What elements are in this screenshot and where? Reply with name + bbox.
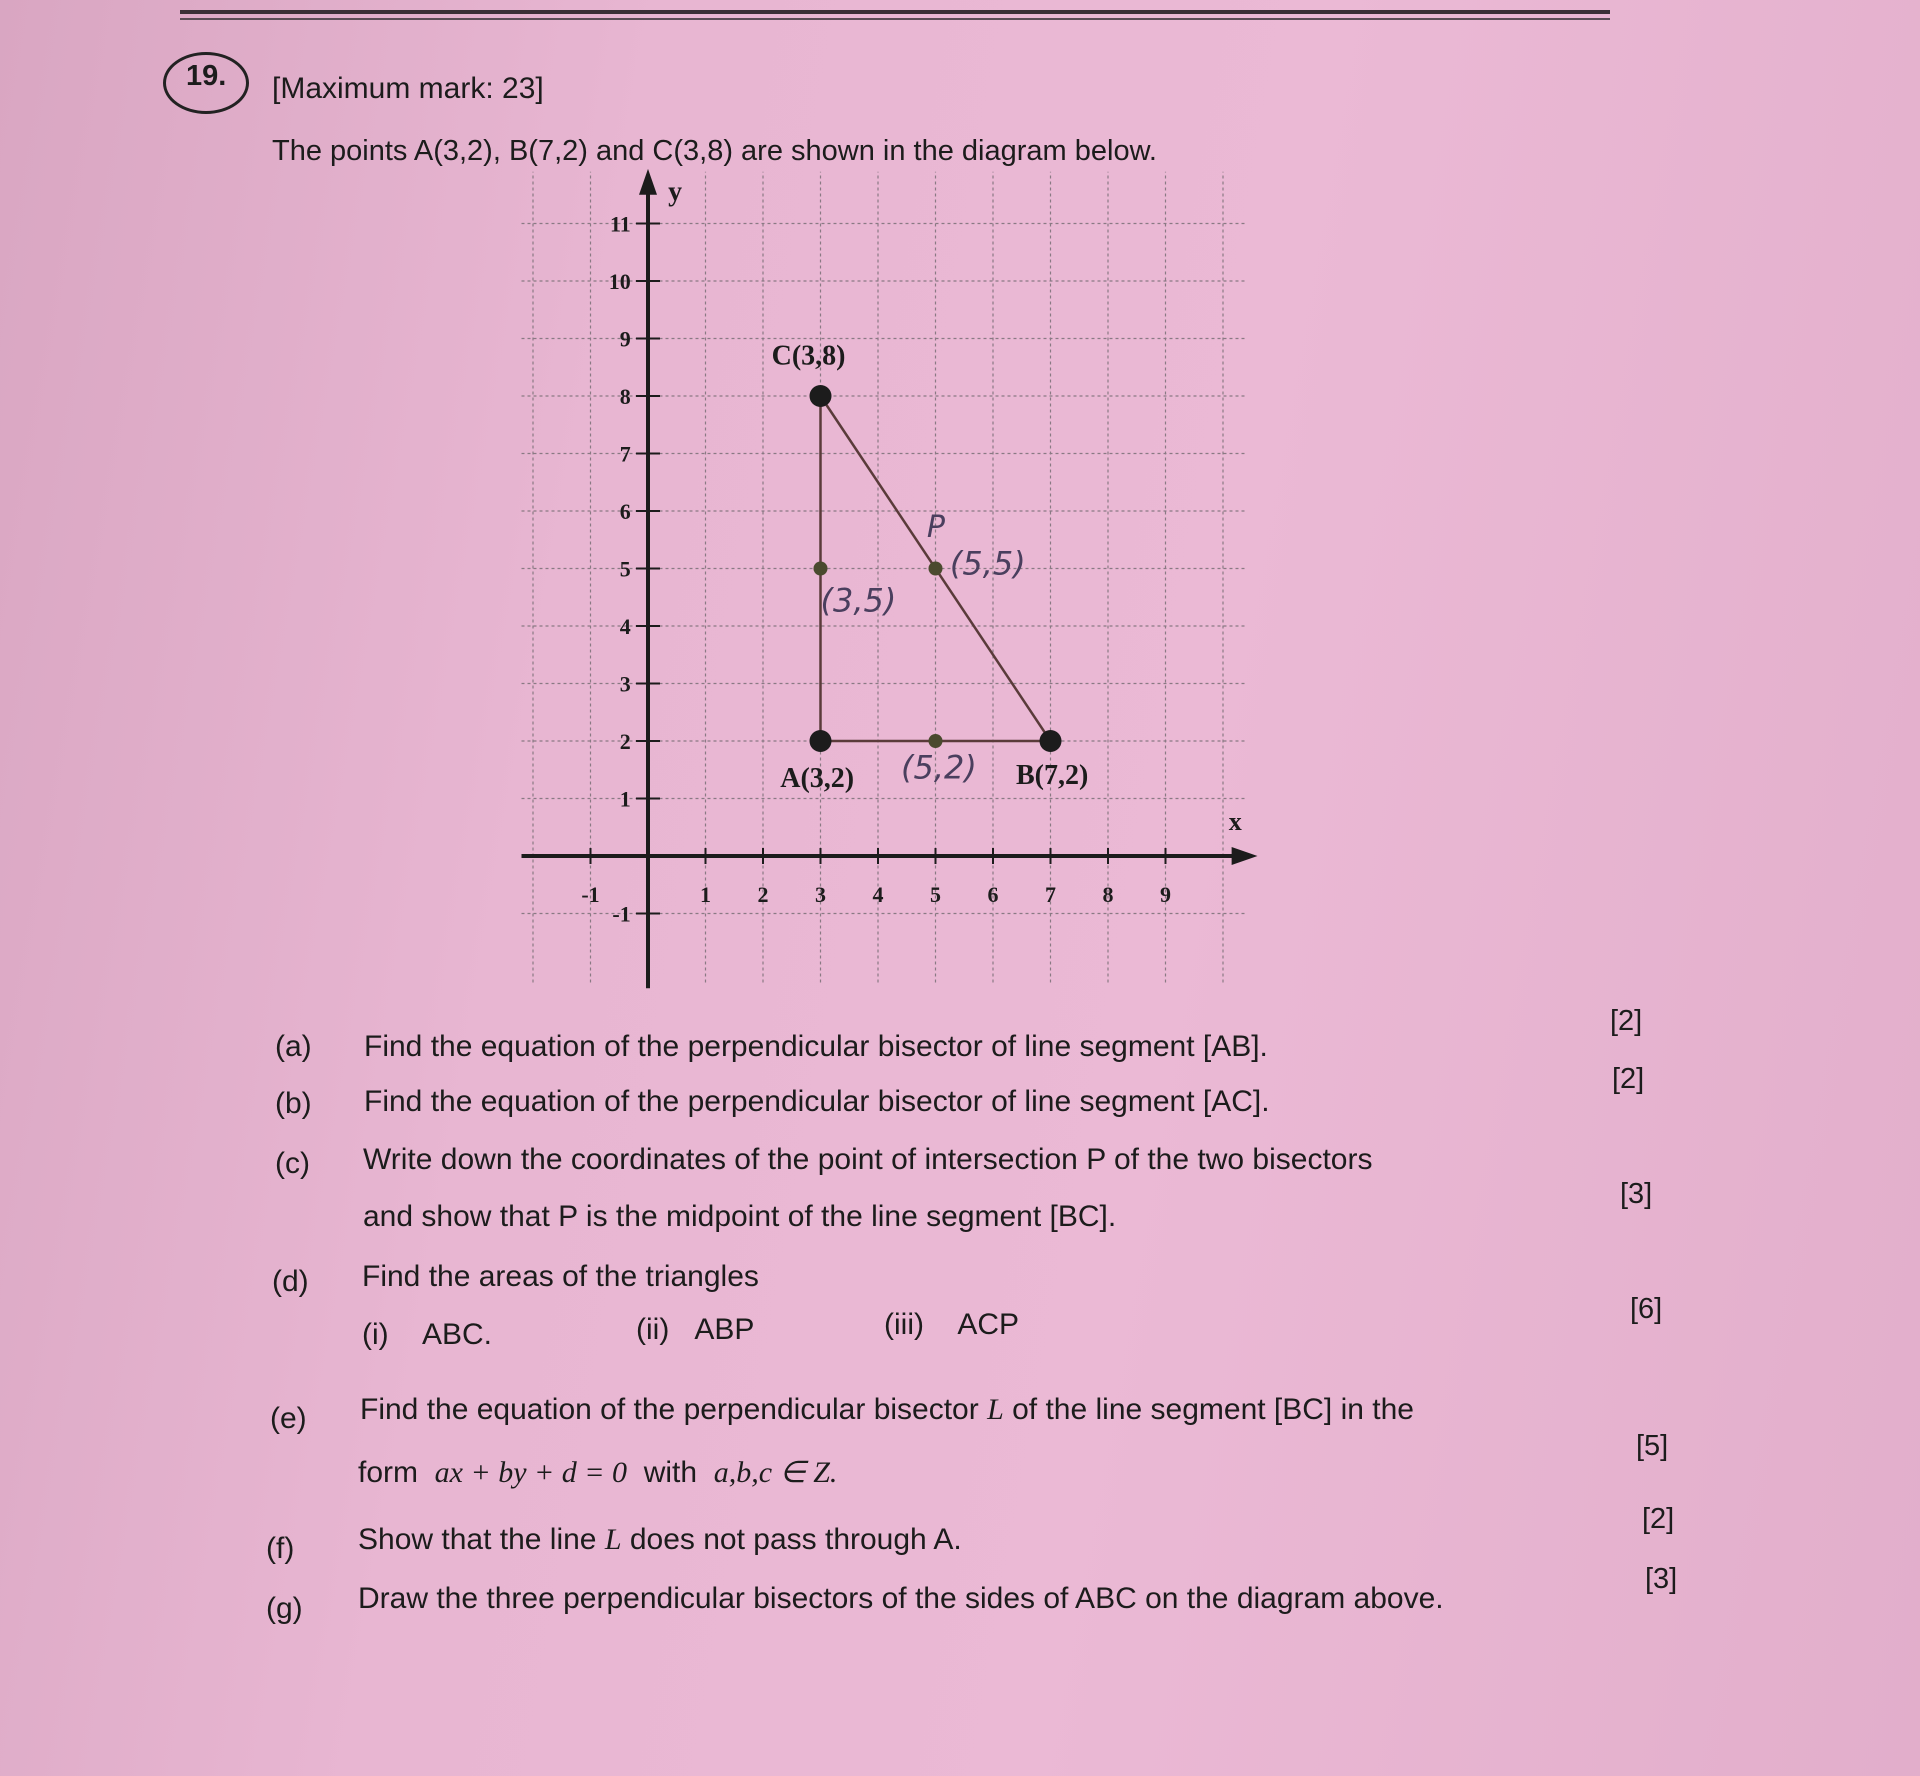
x-tick-label: 4 xyxy=(872,882,884,907)
handwritten-label: (3,5) xyxy=(820,581,897,620)
y-tick-label: 10 xyxy=(608,269,631,294)
x-tick-label: 9 xyxy=(1160,882,1171,907)
vertex-label: A(3,2) xyxy=(780,763,855,794)
part-e-set: a,b,c ∈ Z. xyxy=(713,1456,838,1489)
y-tick-label: 11 xyxy=(609,211,631,237)
part-a-label: (a) xyxy=(275,1030,312,1063)
y-tick-label: 4 xyxy=(619,614,631,639)
top-rule-thin xyxy=(180,18,1610,20)
handwritten-point xyxy=(929,734,943,748)
coordinate-diagram xyxy=(500,176,1260,980)
subitem-ii-num: (ii) xyxy=(636,1313,670,1346)
part-c-label: (c) xyxy=(275,1147,310,1180)
part-f-label: (f) xyxy=(266,1532,295,1565)
x-tick-label: 3 xyxy=(815,882,826,907)
part-d-label: (d) xyxy=(272,1265,309,1298)
part-d-subitem-i xyxy=(362,1318,492,1352)
part-e-var: L xyxy=(987,1393,1004,1426)
part-b-text: Find the equation of the perpendicular bisector of line segment [AC]. xyxy=(364,1085,1270,1118)
part-e-label: (e) xyxy=(270,1402,307,1435)
subitem-iii-num: (iii) xyxy=(884,1308,924,1341)
part-e-with-word: with xyxy=(643,1456,698,1489)
vertex-label: B(7,2) xyxy=(1016,760,1089,792)
x-tick-label: 8 xyxy=(1102,882,1114,907)
y-tick-label: 9 xyxy=(619,326,631,352)
part-e-text-post: of the line segment [BC] in the xyxy=(1003,1393,1414,1426)
y-tick-label: 3 xyxy=(619,671,631,697)
y-axis-label: y xyxy=(668,176,683,208)
part-e-marks: [5] xyxy=(1636,1430,1669,1462)
question-intro: The points A(3,2), B(7,2) and C(3,8) are shown in the diagram below. xyxy=(272,135,1157,167)
y-tick-label: 7 xyxy=(619,441,631,467)
y-tick-label: 5 xyxy=(619,556,631,582)
part-e-text xyxy=(360,1393,1414,1427)
x-tick-label: 6 xyxy=(987,882,999,907)
part-d-text: Find the areas of the triangles xyxy=(362,1260,759,1293)
part-g-label: (g) xyxy=(266,1592,303,1625)
subitem-i-num: (i) xyxy=(362,1318,389,1351)
axes xyxy=(522,169,1258,988)
part-d-subitem-iii xyxy=(884,1308,1019,1342)
subitem-ii-text: ABP xyxy=(694,1313,755,1346)
part-g-marks: [3] xyxy=(1645,1563,1678,1595)
maximum-mark: [Maximum mark: 23] xyxy=(272,72,544,105)
part-c-marks: [3] xyxy=(1620,1178,1653,1210)
y-tick-label: 6 xyxy=(619,499,631,524)
part-d-marks: [6] xyxy=(1630,1293,1663,1325)
top-rule xyxy=(180,10,1610,14)
part-f-marks: [2] xyxy=(1642,1503,1675,1535)
part-c-text: Write down the coordinates of the point of intersection P of the two bisectors xyxy=(363,1143,1373,1176)
handwritten-point xyxy=(814,562,828,576)
part-a-text: Find the equation of the perpendicular bisector of line segment [AB]. xyxy=(364,1030,1268,1063)
part-f-var: L xyxy=(604,1523,622,1556)
part-d-subitem-ii xyxy=(636,1313,754,1347)
x-tick-label: 1 xyxy=(700,882,711,907)
part-b-label: (b) xyxy=(275,1087,312,1120)
y-tick-label: -1 xyxy=(612,901,631,927)
handwritten-point xyxy=(929,562,943,576)
part-e-form-line xyxy=(358,1455,837,1490)
vertex-label: C(3,8) xyxy=(771,340,846,372)
subitem-i-text: ABC. xyxy=(422,1318,493,1351)
part-e-text-pre: Find the equation of the perpendicular bisector xyxy=(360,1393,988,1426)
x-tick-label: -1 xyxy=(581,882,600,907)
part-f-text-post: does not pass through A. xyxy=(621,1523,962,1556)
y-tick-label: 8 xyxy=(619,384,631,409)
part-e-equation: ax + by + d = 0 xyxy=(434,1456,628,1489)
handwritten-label: (5,2) xyxy=(901,748,977,787)
x-axis-label: x xyxy=(1228,807,1242,837)
part-f-text-pre: Show that the line xyxy=(358,1523,605,1556)
vertex-point xyxy=(810,385,832,407)
x-tick-label: 5 xyxy=(930,882,941,907)
vertex-point xyxy=(1040,730,1062,752)
part-b-marks: [2] xyxy=(1612,1063,1645,1095)
part-f-text xyxy=(358,1523,962,1557)
part-g-text: Draw the three perpendicular bisectors of the sides of ABC on the diagram above. xyxy=(358,1582,1444,1615)
x-tick-label: 2 xyxy=(757,882,769,907)
y-tick-label: 1 xyxy=(619,786,631,812)
x-axis-arrow-icon xyxy=(1232,847,1258,865)
handwritten-label: (5,5) xyxy=(949,544,1026,583)
triangle-figure xyxy=(772,340,1089,794)
vertex-point xyxy=(810,730,832,752)
subitem-iii-text: ACP xyxy=(957,1308,1020,1341)
part-a-marks: [2] xyxy=(1610,1005,1643,1037)
part-c-text-line2: and show that P is the midpoint of the line segment [BC]. xyxy=(363,1200,1117,1233)
handwritten-label: P xyxy=(926,509,945,545)
x-tick-label: 7 xyxy=(1045,882,1056,907)
question-number: 19. xyxy=(186,60,227,92)
y-tick-label: 2 xyxy=(619,729,631,754)
part-e-form-word: form xyxy=(358,1456,418,1489)
